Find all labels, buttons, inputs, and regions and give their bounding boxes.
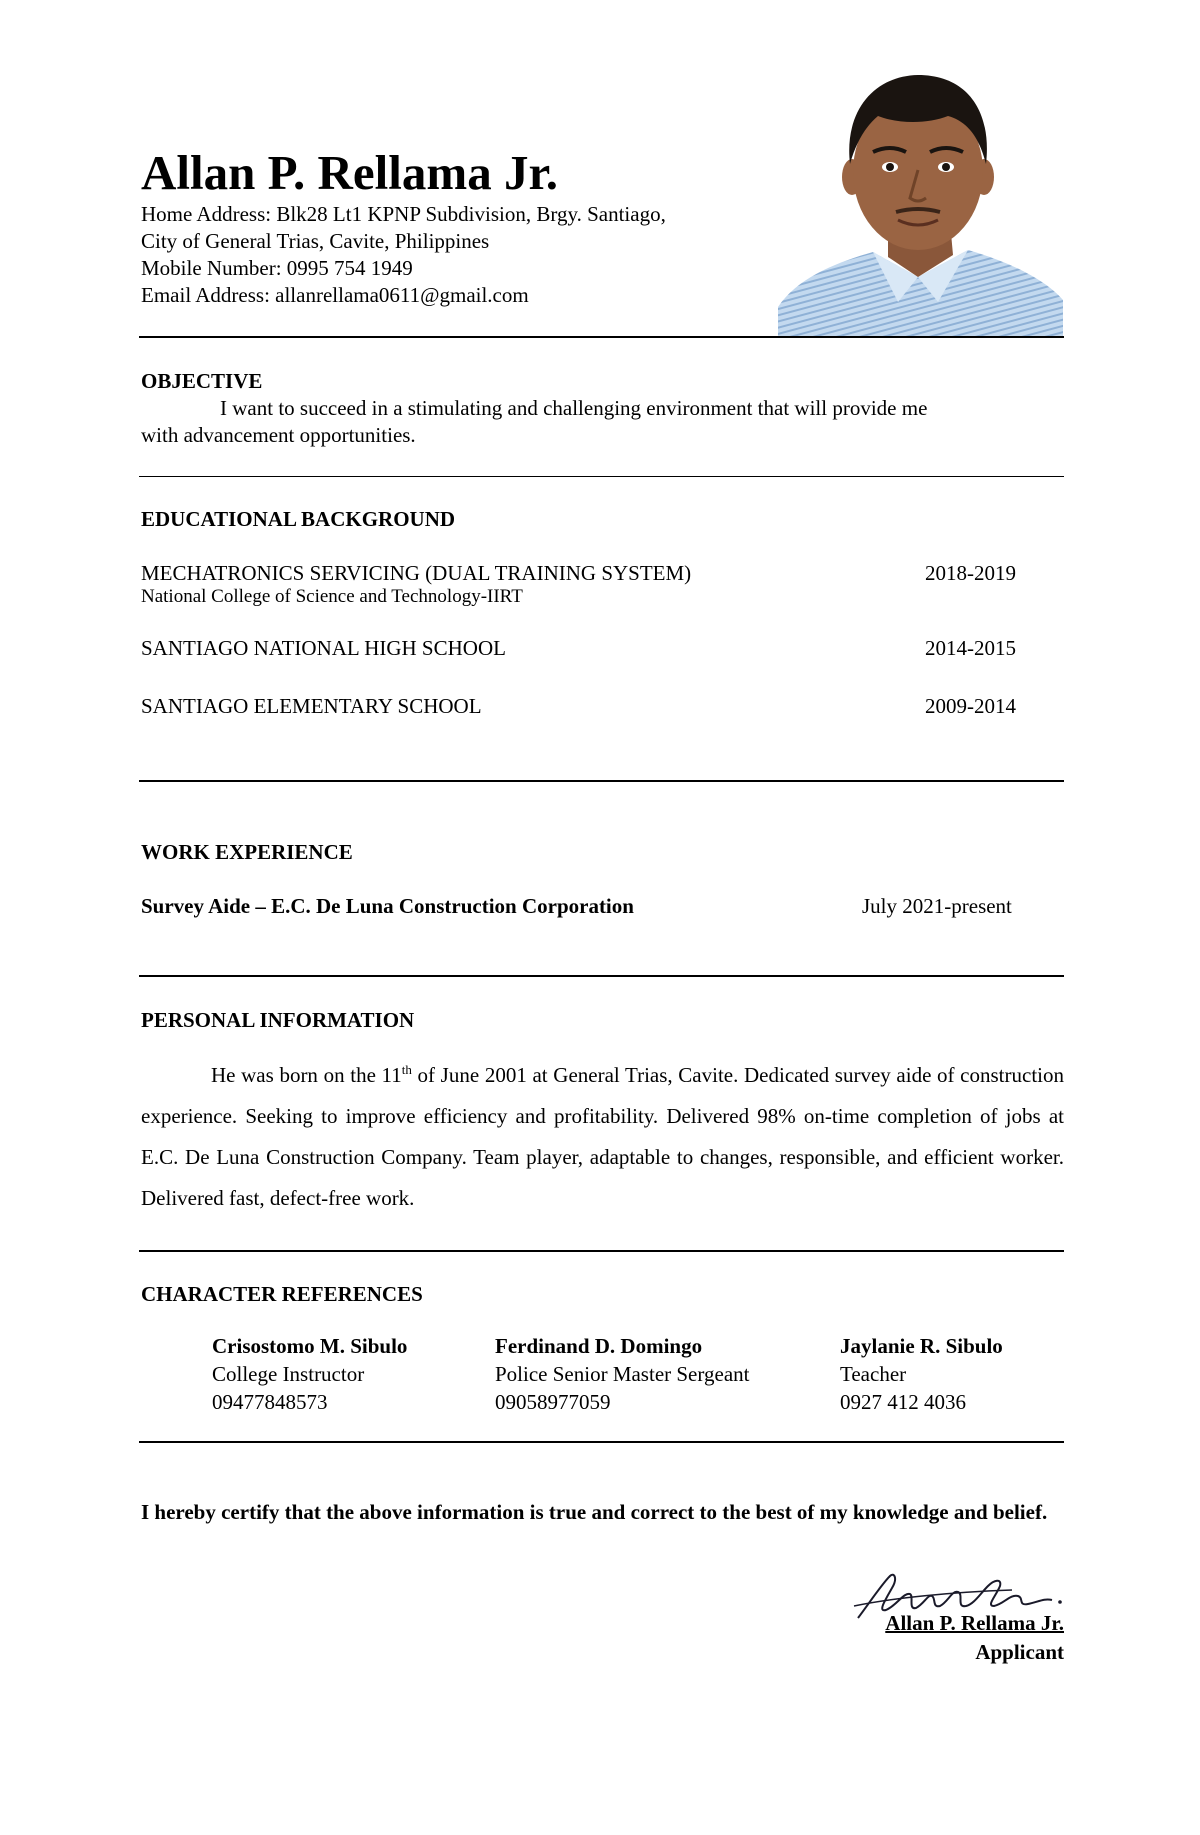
personal-text-rest: of June 2001 at General Trias, Cavite. Dedicated survey aide of construction experience. Seeking to improve efficiency and profitability. Delivered 98% on-time completion of jobs at E.C. De Luna Construction Company. Team player, adaptable to changes, responsible, and efficient worker. Delivered fast, defect-free work. (141, 1063, 1064, 1210)
reference-role: College Instructor (212, 1362, 365, 1386)
reference-name: Jaylanie R. Sibulo (840, 1334, 1003, 1358)
reference-role: Teacher (840, 1362, 907, 1386)
reference-card (840, 1334, 1003, 1415)
signature-name: Allan P. Rellama Jr. (885, 1611, 1064, 1635)
education-item-title: SANTIAGO ELEMENTARY SCHOOL (141, 694, 482, 718)
divider (139, 1250, 1064, 1252)
objective-heading: OBJECTIVE (141, 369, 263, 393)
objective-line-1: I want to succeed in a stimulating and challenging environment that will provide me (220, 396, 928, 420)
education-item-subtitle: National College of Science and Technology-IIRT (141, 586, 523, 607)
reference-name: Crisostomo M. Sibulo (212, 1334, 408, 1358)
education-item-years: 2014-2015 (925, 636, 1016, 660)
applicant-name: Allan P. Rellama Jr. (141, 145, 558, 200)
work-heading: WORK EXPERIENCE (141, 840, 353, 864)
reference-card (495, 1334, 749, 1415)
reference-phone: 09477848573 (212, 1390, 328, 1414)
education-item-title: MECHATRONICS SERVICING (DUAL TRAINING SYSTEM) (141, 561, 692, 585)
reference-role: Police Senior Master Sergeant (495, 1362, 750, 1386)
email-address: Email Address: allanrellama0611@gmail.com (141, 283, 529, 307)
reference-phone: 0927 412 4036 (840, 1390, 966, 1414)
signature-role: Applicant (975, 1640, 1064, 1664)
references-heading: CHARACTER REFERENCES (141, 1282, 423, 1306)
divider (139, 476, 1064, 477)
home-address-line-2: City of General Trias, Cavite, Philippines (141, 229, 490, 253)
personal-text-start: He was born on the 11 (211, 1063, 402, 1087)
applicant-photo (778, 72, 1063, 338)
objective-line-2: with advancement opportunities. (141, 423, 416, 447)
divider (139, 975, 1064, 977)
education-item-years: 2018-2019 (925, 561, 1016, 585)
personal-heading: PERSONAL INFORMATION (141, 1008, 415, 1032)
education-item-years: 2009-2014 (925, 694, 1016, 718)
divider (139, 780, 1064, 782)
work-period: July 2021-present (862, 894, 1012, 918)
divider (139, 336, 1064, 338)
home-address-line-1: Home Address: Blk28 Lt1 KPNP Subdivision, Brgy. Santiago, (141, 202, 666, 226)
work-position: Survey Aide – E.C. De Luna Construction Corporation (141, 894, 634, 918)
reference-phone: 09058977059 (495, 1390, 611, 1414)
reference-name: Ferdinand D. Domingo (495, 1334, 703, 1358)
personal-text-superscript: th (401, 1062, 412, 1077)
education-item-title: SANTIAGO NATIONAL HIGH SCHOOL (141, 636, 506, 660)
mobile-number: Mobile Number: 0995 754 1949 (141, 256, 413, 280)
personal-paragraph (141, 1055, 1064, 1219)
divider (139, 1441, 1064, 1443)
education-heading: EDUCATIONAL BACKGROUND (141, 507, 456, 531)
certification-statement: I hereby certify that the above information is true and correct to the best of my knowledge and belief. (141, 1500, 1048, 1524)
reference-card (212, 1334, 407, 1415)
